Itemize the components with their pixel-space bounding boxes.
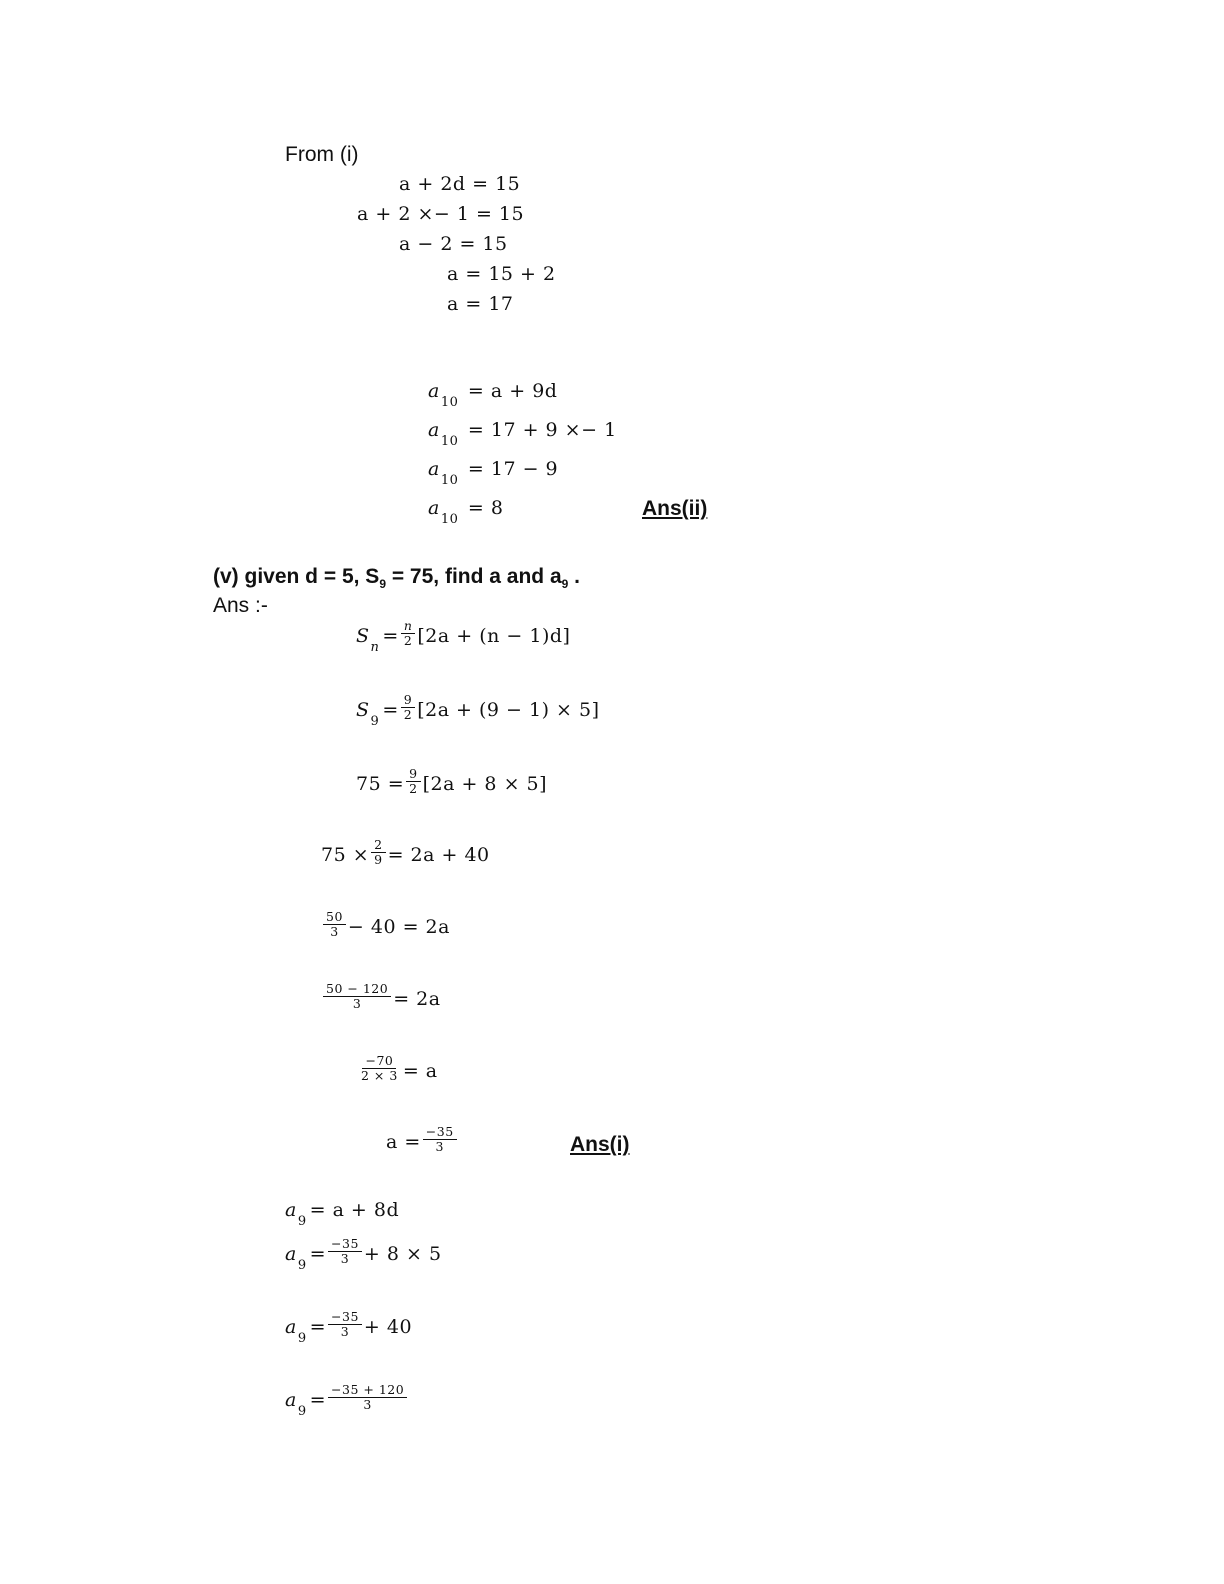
equation-line: $a_{10} = 17 + 9 \times- 1$ (428, 419, 617, 449)
equation-line: $\frac{50}{3}$ − 40 = 2a (321, 913, 450, 943)
equation-line: 75 = $\frac{9}{2}$ [2a + 8 × 5] (356, 766, 548, 797)
equation-line: $\frac{50 - 120}{3}$ = 2a (321, 985, 441, 1015)
ans-label: Ans :- (213, 594, 268, 617)
equation-line: $a_{10} = a + 9d$ (428, 380, 558, 410)
equation-line: $a_{10} = 8$ (428, 497, 504, 527)
equation-line: a + 2 ×− 1 = 15 (357, 203, 525, 225)
equation-line: $\frac{-70}{2 \times 3}$ = a (361, 1053, 438, 1084)
answer-label: Ans(i) (570, 1133, 630, 1156)
equation-line: 75 × $\frac{2}{9}$ = 2a + 40 (321, 837, 490, 868)
answer-label: Ans(ii) (642, 497, 708, 520)
question-heading: (v) given d = 5, $S_9 = 75$, find a and $a_9$ . (213, 565, 580, 591)
equation-line: $a_9= a + 8d$ (285, 1199, 400, 1229)
equation-line: a + 2d = 15 (399, 173, 521, 195)
from-label: From (i) (285, 143, 359, 166)
equation-line: $a_9=$ $\frac{-35}{3}$ + 8 × 5 (285, 1236, 442, 1273)
sum-formula: $S_n=$ $\frac{n}{2}$ [2a + (n − 1)d] (356, 618, 571, 655)
equation-line: $a_9=$ $\frac{-35}{3}$ + 40 (285, 1309, 413, 1346)
equation-line: a = $\frac{-35}{3}$ (386, 1128, 459, 1158)
equation-line: a = 17 (447, 293, 514, 315)
equation-line: $a_9=$ $\frac{-35 + 120}{3}$ (285, 1386, 409, 1416)
equation-line: $S_9=$ $\frac{9}{2}$ [2a + (9 − 1) × 5] (356, 692, 600, 729)
equation-line: a − 2 = 15 (399, 233, 508, 255)
equation-line: $a_{10} = 17 - 9$ (428, 458, 559, 488)
equation-line: a = 15 + 2 (447, 263, 556, 285)
